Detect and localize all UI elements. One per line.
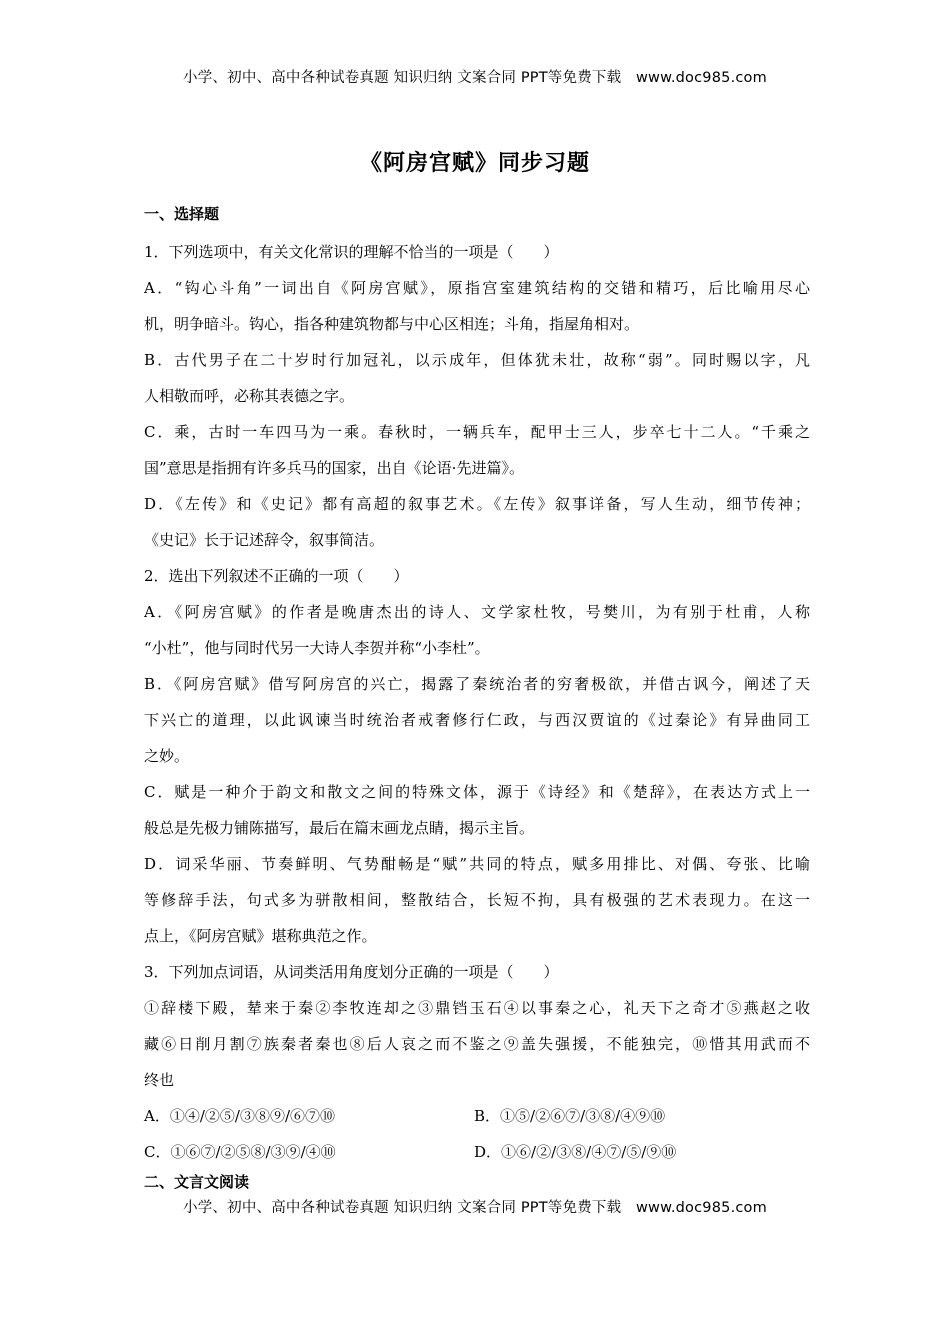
question-2-option-c: C．赋是一种介于韵文和散文之间的特殊文体，源于《诗经》和《楚辞》，在表达方式上一 (144, 783, 810, 801)
question-2-option-b-end: 之妙。 (144, 747, 190, 765)
question-1-option-d: D．《左传》和《史记》都有高超的叙事艺术。《左传》叙事详备，写人生动，细节传神； (144, 495, 810, 513)
page-header: 小学、初中、高中各种试卷真题 知识归纳 文案合同 PPT等免费下载 www.doc985.com (183, 70, 767, 86)
question-3-option-a: A．①④/②⑤/③⑧⑨/⑥⑦⑩ (144, 1107, 335, 1125)
question-3-options-row-1 (144, 1098, 810, 1134)
question-3-items-end: 终也 (144, 1071, 175, 1089)
question-2-option-a: A．《阿房宫赋》的作者是晚唐杰出的诗人、文学家杜牧，号樊川，为有别于杜甫，人称 (144, 603, 810, 621)
question-3-options-row-2 (144, 1134, 810, 1170)
question-3-stem: 3．下列加点词语，从词类活用角度划分正确的一项是（ ） (144, 963, 559, 981)
question-1-option-c: C．乘，古时一车四马为一乘。春秋时，一辆兵车，配甲士三人，步卒七十二人。“千乘之 (144, 423, 810, 441)
question-3-option-d: D．①⑥/②/③⑧/④⑦/⑤/⑨⑩ (474, 1143, 677, 1161)
question-2-stem: 2．选出下列叙述不正确的一项（ ） (144, 567, 409, 585)
question-3-option-b: B．①⑤/②⑥⑦/③⑧/④⑨⑩ (474, 1107, 666, 1125)
question-2-option-c-cont: 般总是先极力铺陈描写，最后在篇末画龙点睛，揭示主旨。 (144, 819, 535, 837)
question-1-option-d-cont: 《史记》长于记述辞令，叙事简洁。 (144, 531, 385, 549)
question-3-items-cont: 藏⑥日削月割⑦族秦者秦也⑧后人哀之而不鉴之⑨盖失强援，不能独完，⑩惜其用武而不 (144, 1035, 810, 1053)
question-list (144, 234, 810, 1170)
question-2-option-d-end: 点上，《阿房宫赋》堪称典范之作。 (144, 927, 377, 945)
question-2-option-b: B．《阿房宫赋》借写阿房宫的兴亡，揭露了秦统治者的穷奢极欲，并借古讽今，阐述了天 (144, 675, 810, 693)
question-3-items: ①辞楼下殿，辇来于秦②李牧连却之③鼎铛玉石④以事秦之心，礼天下之奇才⑤燕赵之收 (144, 999, 810, 1017)
question-2-option-d-cont: 等修辞手法，句式多为骈散相间，整散结合，长短不拘，具有极强的艺术表现力。在这一 (144, 891, 810, 909)
question-1-option-b: B．古代男子在二十岁时行加冠礼，以示成年，但体犹未壮，故称“弱”。同时赐以字，凡 (144, 351, 810, 369)
question-2-option-b-cont: 下兴亡的道理，以此讽谏当时统治者戒奢修行仁政，与西汉贾谊的《过秦论》有异曲同工 (144, 711, 810, 729)
question-1-option-a: A．“钩心斗角”一词出自《阿房宫赋》，原指宫室建筑结构的交错和精巧，后比喻用尽心 (144, 279, 810, 297)
section-heading-classical-reading: 二、文言文阅读 (144, 1173, 250, 1191)
question-1-option-b-cont: 人相敬而呼，必称其表德之字。 (144, 387, 355, 405)
page-title: 《阿房宫赋》同步习题 (359, 151, 590, 176)
question-1-option-a-cont: 机，明争暗斗。钩心，指各种建筑物都与中心区相连；斗角，指屋角相对。 (144, 315, 640, 333)
question-3-option-c: C．①⑥⑦/②⑤⑧/③⑨/④⑩ (144, 1143, 336, 1161)
question-2-option-a-cont: “小杜”，他与同时代另一大诗人李贺并称“小李杜”。 (144, 639, 490, 657)
question-2-option-d: D．词采华丽、节奏鲜明、气势酣畅是“赋”共同的特点，赋多用排比、对偶、夸张、比喻 (144, 855, 810, 873)
page-footer: 小学、初中、高中各种试卷真题 知识归纳 文案合同 PPT等免费下载 www.doc985.com (183, 1200, 767, 1216)
section-heading-choice: 一、选择题 (144, 205, 220, 223)
question-1-option-c-cont: 国”意思是指拥有许多兵马的国家，出自《论语·先进篇》。 (144, 459, 524, 477)
question-1-stem: 1．下列选项中，有关文化常识的理解不恰当的一项是（ ） (144, 243, 559, 261)
